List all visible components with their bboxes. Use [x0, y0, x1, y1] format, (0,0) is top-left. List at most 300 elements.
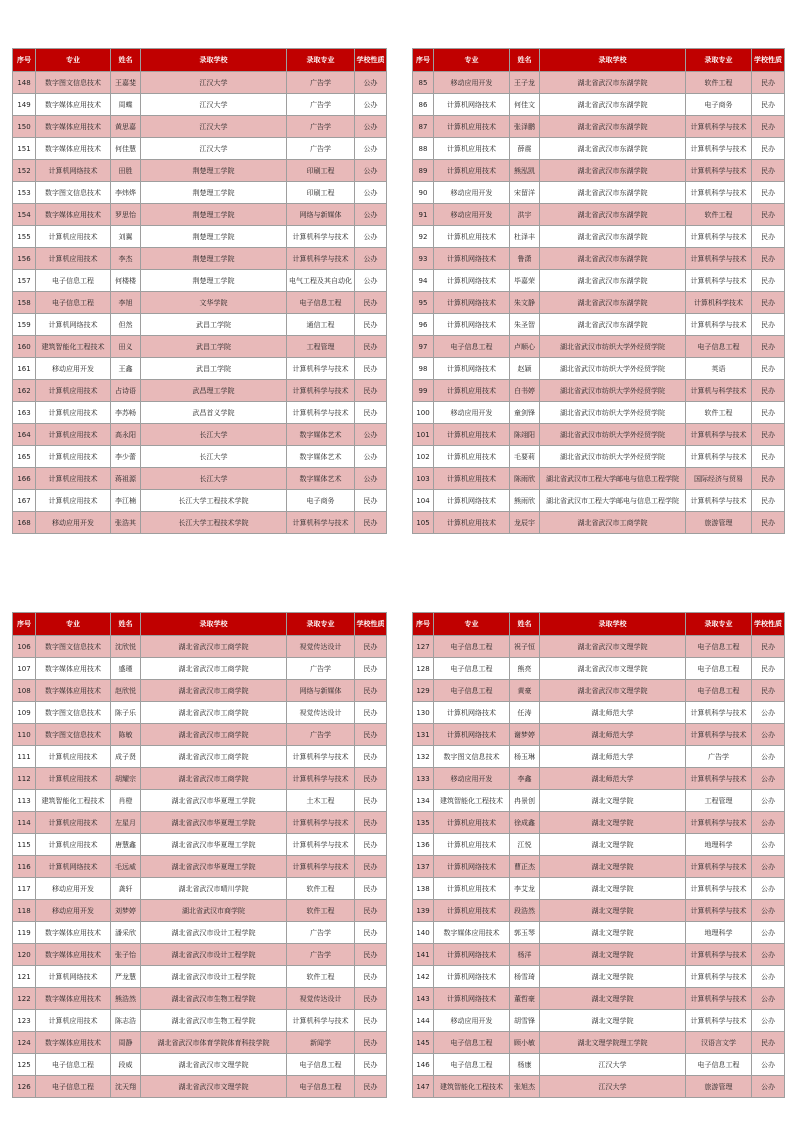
cell-major: 计算机应用技术 — [36, 380, 111, 402]
cell-major: 数字图文信息技术 — [434, 746, 510, 768]
table-row — [413, 702, 785, 724]
cell-admitted-school: 湖北省武汉市工商学院 — [141, 702, 287, 724]
table-row — [413, 768, 785, 790]
cell-admitted-major: 计算机科学与技术 — [686, 270, 752, 292]
header-student-name: 姓名 — [111, 49, 141, 72]
cell-admitted-school: 湖北省武汉市商学院 — [141, 900, 287, 922]
cell-admitted-school: 荆楚理工学院 — [141, 270, 287, 292]
table-row — [13, 988, 387, 1010]
cell-student-name: 杨洋 — [510, 944, 540, 966]
cell-admitted-school: 江汉大学 — [141, 138, 287, 160]
cell-major: 计算机应用技术 — [36, 746, 111, 768]
cell-seq-number: 127 — [413, 636, 434, 658]
cell-admitted-school: 湖北省武汉市晴川学院 — [141, 878, 287, 900]
cell-major: 计算机应用技术 — [36, 424, 111, 446]
cell-school-type: 民办 — [752, 380, 785, 402]
table-header-row — [13, 49, 387, 72]
cell-student-name: 杜泽丰 — [510, 226, 540, 248]
cell-admitted-school: 湖北省武汉市东湖学院 — [540, 116, 686, 138]
cell-admitted-major: 计算机科学与技术 — [287, 768, 355, 790]
cell-student-name: 陈志浩 — [111, 1010, 141, 1032]
cell-admitted-school: 湖北文理学院 — [540, 878, 686, 900]
cell-student-name: 李鑫 — [510, 768, 540, 790]
cell-seq-number: 144 — [413, 1010, 434, 1032]
cell-seq-number: 120 — [13, 944, 36, 966]
cell-admitted-major: 计算机科学与技术 — [686, 314, 752, 336]
cell-major: 移动应用开发 — [434, 768, 510, 790]
cell-student-name: 田义 — [111, 336, 141, 358]
cell-admitted-major: 旅游管理 — [686, 512, 752, 534]
cell-admitted-major: 广告学 — [287, 724, 355, 746]
cell-school-type: 公办 — [355, 270, 387, 292]
cell-admitted-school: 湖北省武汉市东湖学院 — [540, 314, 686, 336]
cell-admitted-school: 湖北省武汉市工商学院 — [141, 746, 287, 768]
table-row — [413, 512, 785, 534]
cell-school-type: 民办 — [752, 468, 785, 490]
cell-seq-number: 96 — [413, 314, 434, 336]
cell-admitted-major: 计算机科学与技术 — [287, 358, 355, 380]
cell-admitted-major: 视觉传达设计 — [287, 636, 355, 658]
table-row — [13, 1032, 387, 1054]
table-row — [13, 812, 387, 834]
cell-admitted-major: 计算机科学与技术 — [686, 182, 752, 204]
cell-seq-number: 134 — [413, 790, 434, 812]
cell-major: 计算机网络技术 — [36, 856, 111, 878]
table-row — [413, 292, 785, 314]
cell-major: 数字媒体应用技术 — [36, 204, 111, 226]
cell-admitted-school: 湖北省武汉市东湖学院 — [540, 204, 686, 226]
cell-admitted-major: 电子信息工程 — [287, 1054, 355, 1076]
cell-admitted-major: 电子商务 — [287, 490, 355, 512]
table-row — [13, 94, 387, 116]
cell-admitted-school: 湖北省武汉市文理学院 — [540, 658, 686, 680]
cell-admitted-school: 湖北省武汉市工商学院 — [141, 636, 287, 658]
table-row — [13, 1076, 387, 1098]
table-row — [13, 922, 387, 944]
cell-major: 计算机应用技术 — [36, 402, 111, 424]
table-row — [413, 1032, 785, 1054]
header-admitted-school: 录取学校 — [540, 613, 686, 636]
cell-seq-number: 111 — [13, 746, 36, 768]
cell-student-name: 刘梦婷 — [111, 900, 141, 922]
cell-seq-number: 105 — [413, 512, 434, 534]
cell-student-name: 王子龙 — [510, 72, 540, 94]
cell-admitted-major: 工程管理 — [686, 790, 752, 812]
table-row — [413, 446, 785, 468]
table-row — [13, 358, 387, 380]
cell-admitted-major: 电子商务 — [686, 94, 752, 116]
cell-school-type: 民办 — [752, 94, 785, 116]
cell-seq-number: 104 — [413, 490, 434, 512]
cell-school-type: 民办 — [752, 336, 785, 358]
cell-student-name: 白书婷 — [510, 380, 540, 402]
cell-school-type: 民办 — [355, 988, 387, 1010]
cell-admitted-school: 湖北省武汉市纺织大学外经贸学院 — [540, 358, 686, 380]
cell-admitted-school: 湖北省武汉市文理学院 — [540, 680, 686, 702]
cell-seq-number: 140 — [413, 922, 434, 944]
cell-school-type: 民办 — [355, 490, 387, 512]
table-row — [413, 182, 785, 204]
table-row — [13, 226, 387, 248]
table-row — [13, 790, 387, 812]
cell-seq-number: 137 — [413, 856, 434, 878]
cell-school-type: 民办 — [752, 446, 785, 468]
cell-major: 移动应用开发 — [36, 878, 111, 900]
cell-student-name: 段威 — [111, 1054, 141, 1076]
header-student-name: 姓名 — [510, 613, 540, 636]
cell-student-name: 王鑫 — [111, 358, 141, 380]
cell-admitted-major: 电子信息工程 — [686, 680, 752, 702]
table-row — [413, 314, 785, 336]
cell-seq-number: 157 — [13, 270, 36, 292]
cell-admitted-school: 荆楚理工学院 — [141, 204, 287, 226]
cell-school-type: 公办 — [355, 72, 387, 94]
cell-school-type: 公办 — [355, 424, 387, 446]
cell-admitted-school: 湖北文理学院理工学院 — [540, 1032, 686, 1054]
cell-admitted-school: 湖北师范大学 — [540, 724, 686, 746]
cell-seq-number: 154 — [13, 204, 36, 226]
cell-major: 计算机应用技术 — [36, 248, 111, 270]
cell-admitted-major: 计算机科学与技术 — [287, 834, 355, 856]
cell-school-type: 公办 — [752, 1010, 785, 1032]
cell-student-name: 沈天翔 — [111, 1076, 141, 1098]
cell-seq-number: 145 — [413, 1032, 434, 1054]
cell-major: 建筑智能化工程技术 — [434, 1076, 510, 1098]
table-row — [413, 988, 785, 1010]
cell-seq-number: 125 — [13, 1054, 36, 1076]
cell-student-name: 毛远威 — [111, 856, 141, 878]
cell-school-type: 公办 — [355, 446, 387, 468]
cell-school-type: 民办 — [355, 768, 387, 790]
cell-school-type: 民办 — [355, 702, 387, 724]
cell-school-type: 民办 — [752, 116, 785, 138]
cell-admitted-major: 计算机科学与技术 — [686, 900, 752, 922]
cell-school-type: 民办 — [355, 746, 387, 768]
cell-admitted-major: 计算机科学与技术 — [686, 724, 752, 746]
cell-seq-number: 86 — [413, 94, 434, 116]
cell-school-type: 公办 — [355, 116, 387, 138]
cell-seq-number: 95 — [413, 292, 434, 314]
cell-major: 计算机应用技术 — [36, 1010, 111, 1032]
cell-major: 移动应用开发 — [36, 358, 111, 380]
cell-admitted-school: 湖北省武汉市设计工程学院 — [141, 944, 287, 966]
cell-admitted-major: 电子信息工程 — [686, 636, 752, 658]
cell-student-name: 严龙慧 — [111, 966, 141, 988]
cell-major: 计算机应用技术 — [434, 512, 510, 534]
table-row — [413, 358, 785, 380]
cell-admitted-school: 湖北省武汉市东湖学院 — [540, 292, 686, 314]
cell-admitted-major: 电子信息工程 — [686, 336, 752, 358]
cell-admitted-school: 湖北省武汉市华夏理工学院 — [141, 812, 287, 834]
cell-major: 计算机网络技术 — [434, 988, 510, 1010]
cell-major: 移动应用开发 — [434, 402, 510, 424]
cell-seq-number: 106 — [13, 636, 36, 658]
cell-major: 计算机应用技术 — [36, 768, 111, 790]
cell-school-type: 民办 — [355, 680, 387, 702]
cell-student-name: 段浩然 — [510, 900, 540, 922]
table-row — [413, 138, 785, 160]
cell-admitted-major: 计算机科学与技术 — [686, 812, 752, 834]
cell-school-type: 民办 — [752, 204, 785, 226]
cell-seq-number: 97 — [413, 336, 434, 358]
cell-seq-number: 100 — [413, 402, 434, 424]
cell-student-name: 李少蕾 — [111, 446, 141, 468]
cell-admitted-major: 英语 — [686, 358, 752, 380]
cell-seq-number: 147 — [413, 1076, 434, 1098]
header-major: 专业 — [36, 49, 111, 72]
cell-major: 计算机应用技术 — [36, 812, 111, 834]
cell-seq-number: 141 — [413, 944, 434, 966]
cell-student-name: 龚轩 — [111, 878, 141, 900]
cell-admitted-school: 湖北省武汉市东湖学院 — [540, 248, 686, 270]
cell-student-name: 成子贤 — [111, 746, 141, 768]
table-row — [413, 424, 785, 446]
cell-seq-number: 158 — [13, 292, 36, 314]
cell-admitted-school: 湖北省武汉市工商学院 — [141, 768, 287, 790]
table-row — [413, 490, 785, 512]
cell-major: 计算机网络技术 — [434, 490, 510, 512]
cell-major: 数字媒体应用技术 — [36, 680, 111, 702]
cell-school-type: 民办 — [752, 636, 785, 658]
cell-school-type: 民办 — [355, 834, 387, 856]
cell-admitted-major: 数字媒体艺术 — [287, 468, 355, 490]
header-student-name: 姓名 — [510, 49, 540, 72]
cell-admitted-school: 湖北省武汉市华夏理工学院 — [141, 856, 287, 878]
cell-major: 电子信息工程 — [434, 336, 510, 358]
table-row — [413, 922, 785, 944]
header-major: 专业 — [434, 49, 510, 72]
table-row — [413, 116, 785, 138]
table-row — [413, 658, 785, 680]
cell-admitted-school: 武昌理工学院 — [141, 380, 287, 402]
header-student-name: 姓名 — [111, 613, 141, 636]
cell-seq-number: 148 — [13, 72, 36, 94]
cell-seq-number: 114 — [13, 812, 36, 834]
table-row — [413, 1054, 785, 1076]
cell-admitted-school: 长江大学工程技术学院 — [141, 490, 287, 512]
cell-student-name: 赵颖 — [510, 358, 540, 380]
cell-admitted-major: 视觉传达设计 — [287, 988, 355, 1010]
header-seq-number: 序号 — [13, 613, 36, 636]
cell-school-type: 民办 — [752, 270, 785, 292]
cell-major: 电子信息工程 — [36, 1076, 111, 1098]
cell-admitted-school: 长江大学工程技术学院 — [141, 512, 287, 534]
cell-student-name: 张浩其 — [111, 512, 141, 534]
cell-major: 计算机网络技术 — [434, 270, 510, 292]
cell-major: 计算机应用技术 — [434, 468, 510, 490]
cell-school-type: 公办 — [752, 1054, 785, 1076]
cell-seq-number: 135 — [413, 812, 434, 834]
cell-major: 计算机网络技术 — [36, 160, 111, 182]
cell-major: 数字媒体应用技术 — [36, 988, 111, 1010]
cell-admitted-major: 计算机科学与技术 — [686, 424, 752, 446]
cell-admitted-school: 湖北省武汉市体育学院体育科技学院 — [141, 1032, 287, 1054]
cell-admitted-school: 湖北省武汉市工商学院 — [141, 658, 287, 680]
cell-admitted-school: 湖北文理学院 — [540, 944, 686, 966]
cell-student-name: 郭玉琴 — [510, 922, 540, 944]
cell-student-name: 卢顺心 — [510, 336, 540, 358]
cell-admitted-major: 新闻学 — [287, 1032, 355, 1054]
cell-admitted-school: 长江大学 — [141, 446, 287, 468]
header-seq-number: 序号 — [13, 49, 36, 72]
cell-school-type: 民办 — [355, 878, 387, 900]
table-row — [413, 680, 785, 702]
table-row — [413, 380, 785, 402]
cell-school-type: 民办 — [355, 1032, 387, 1054]
table-header-row — [13, 613, 387, 636]
cell-admitted-school: 湖北省武汉市工商学院 — [141, 680, 287, 702]
cell-major: 计算机应用技术 — [36, 834, 111, 856]
table-row — [413, 746, 785, 768]
cell-student-name: 任涛 — [510, 702, 540, 724]
cell-major: 数字媒体应用技术 — [434, 922, 510, 944]
cell-admitted-school: 湖北省武汉市东湖学院 — [540, 182, 686, 204]
cell-school-type: 公办 — [355, 248, 387, 270]
cell-admitted-school: 湖北省武汉市工商学院 — [540, 512, 686, 534]
header-school-type: 学校性质 — [355, 49, 387, 72]
cell-student-name: 刘翼 — [111, 226, 141, 248]
cell-major: 移动应用开发 — [36, 900, 111, 922]
cell-seq-number: 93 — [413, 248, 434, 270]
cell-admitted-major: 软件工程 — [287, 900, 355, 922]
table-row — [413, 636, 785, 658]
cell-seq-number: 122 — [13, 988, 36, 1010]
cell-student-name: 高永阳 — [111, 424, 141, 446]
cell-student-name: 朱圣智 — [510, 314, 540, 336]
header-school-type: 学校性质 — [752, 49, 785, 72]
table-header-row — [413, 49, 785, 72]
cell-seq-number: 115 — [13, 834, 36, 856]
cell-student-name: 唐慧鑫 — [111, 834, 141, 856]
cell-seq-number: 91 — [413, 204, 434, 226]
cell-student-name: 何楼楼 — [111, 270, 141, 292]
cell-admitted-major: 印刷工程 — [287, 160, 355, 182]
cell-school-type: 公办 — [752, 746, 785, 768]
cell-student-name: 左星月 — [111, 812, 141, 834]
cell-major: 移动应用开发 — [434, 182, 510, 204]
cell-school-type: 公办 — [752, 768, 785, 790]
table-row — [413, 834, 785, 856]
table-row — [413, 1010, 785, 1032]
cell-major: 计算机网络技术 — [434, 292, 510, 314]
cell-admitted-school: 武昌工学院 — [141, 314, 287, 336]
cell-admitted-major: 广告学 — [287, 658, 355, 680]
cell-admitted-major: 工程管理 — [287, 336, 355, 358]
cell-admitted-major: 广告学 — [287, 116, 355, 138]
cell-student-name: 周静 — [111, 1032, 141, 1054]
cell-major: 建筑智能化工程技术 — [36, 790, 111, 812]
cell-school-type: 民办 — [355, 856, 387, 878]
cell-major: 计算机应用技术 — [434, 900, 510, 922]
cell-school-type: 公办 — [752, 900, 785, 922]
cell-admitted-school: 湖北省武汉市东湖学院 — [540, 138, 686, 160]
cell-major: 移动应用开发 — [434, 204, 510, 226]
cell-student-name: 田胜 — [111, 160, 141, 182]
cell-admitted-major: 计算机科学与技术 — [686, 944, 752, 966]
cell-major: 建筑智能化工程技术 — [36, 336, 111, 358]
cell-admitted-school: 文华学院 — [141, 292, 287, 314]
cell-major: 数字媒体应用技术 — [36, 1032, 111, 1054]
cell-major: 计算机网络技术 — [434, 856, 510, 878]
cell-admitted-school: 湖北省武汉市纺织大学外经贸学院 — [540, 336, 686, 358]
header-major: 专业 — [434, 613, 510, 636]
cell-seq-number: 102 — [413, 446, 434, 468]
cell-admitted-school: 湖北文理学院 — [540, 1010, 686, 1032]
cell-admitted-school: 湖北省武汉市东湖学院 — [540, 226, 686, 248]
cell-school-type: 民办 — [752, 402, 785, 424]
cell-student-name: 李杰 — [111, 248, 141, 270]
cell-admitted-major: 数字媒体艺术 — [287, 424, 355, 446]
table-row — [413, 94, 785, 116]
cell-school-type: 公办 — [355, 160, 387, 182]
cell-seq-number: 130 — [413, 702, 434, 724]
cell-admitted-school: 湖北省武汉市东湖学院 — [540, 72, 686, 94]
header-admitted-major: 录取专业 — [287, 49, 355, 72]
table-row — [13, 72, 387, 94]
cell-admitted-school: 江汉大学 — [540, 1076, 686, 1098]
cell-student-name: 何佳文 — [510, 94, 540, 116]
cell-school-type: 公办 — [355, 226, 387, 248]
table-row — [413, 402, 785, 424]
cell-seq-number: 155 — [13, 226, 36, 248]
header-admitted-major: 录取专业 — [287, 613, 355, 636]
cell-school-type: 公办 — [752, 878, 785, 900]
header-school-type: 学校性质 — [355, 613, 387, 636]
cell-school-type: 民办 — [355, 512, 387, 534]
cell-student-name: 曹正杰 — [510, 856, 540, 878]
cell-major: 数字媒体应用技术 — [36, 658, 111, 680]
cell-school-type: 公办 — [752, 988, 785, 1010]
cell-major: 计算机应用技术 — [36, 490, 111, 512]
cell-school-type: 公办 — [752, 724, 785, 746]
cell-admitted-major: 计算机科学与技术 — [686, 248, 752, 270]
cell-school-type: 民办 — [355, 1076, 387, 1098]
cell-student-name: 李苏畅 — [111, 402, 141, 424]
cell-admitted-major: 软件工程 — [287, 966, 355, 988]
table-row — [413, 944, 785, 966]
cell-student-name: 张子怡 — [111, 944, 141, 966]
admission-table-3 — [12, 612, 387, 1098]
cell-seq-number: 121 — [13, 966, 36, 988]
cell-major: 计算机网络技术 — [434, 358, 510, 380]
cell-school-type: 民办 — [355, 900, 387, 922]
table-row — [13, 270, 387, 292]
cell-seq-number: 150 — [13, 116, 36, 138]
cell-major: 数字媒体应用技术 — [36, 138, 111, 160]
cell-admitted-school: 荆楚理工学院 — [141, 160, 287, 182]
cell-major: 电子信息工程 — [434, 658, 510, 680]
cell-admitted-school: 湖北省武汉市工程大学邮电与信息工程学院 — [540, 490, 686, 512]
cell-seq-number: 126 — [13, 1076, 36, 1098]
cell-admitted-school: 长江大学 — [141, 468, 287, 490]
cell-student-name: 江悦 — [510, 834, 540, 856]
cell-seq-number: 162 — [13, 380, 36, 402]
cell-student-name: 沈欣悦 — [111, 636, 141, 658]
cell-school-type: 民办 — [752, 658, 785, 680]
cell-major: 计算机应用技术 — [434, 380, 510, 402]
table-row — [13, 746, 387, 768]
table-row — [13, 512, 387, 534]
cell-student-name: 周蝶 — [111, 94, 141, 116]
cell-student-name: 盛瑾 — [111, 658, 141, 680]
cell-seq-number: 90 — [413, 182, 434, 204]
cell-student-name: 何佳慧 — [111, 138, 141, 160]
cell-admitted-major: 计算机科学与技术 — [686, 116, 752, 138]
cell-admitted-school: 湖北省武汉市设计工程学院 — [141, 922, 287, 944]
cell-seq-number: 119 — [13, 922, 36, 944]
cell-school-type: 民办 — [752, 138, 785, 160]
cell-school-type: 民办 — [355, 402, 387, 424]
